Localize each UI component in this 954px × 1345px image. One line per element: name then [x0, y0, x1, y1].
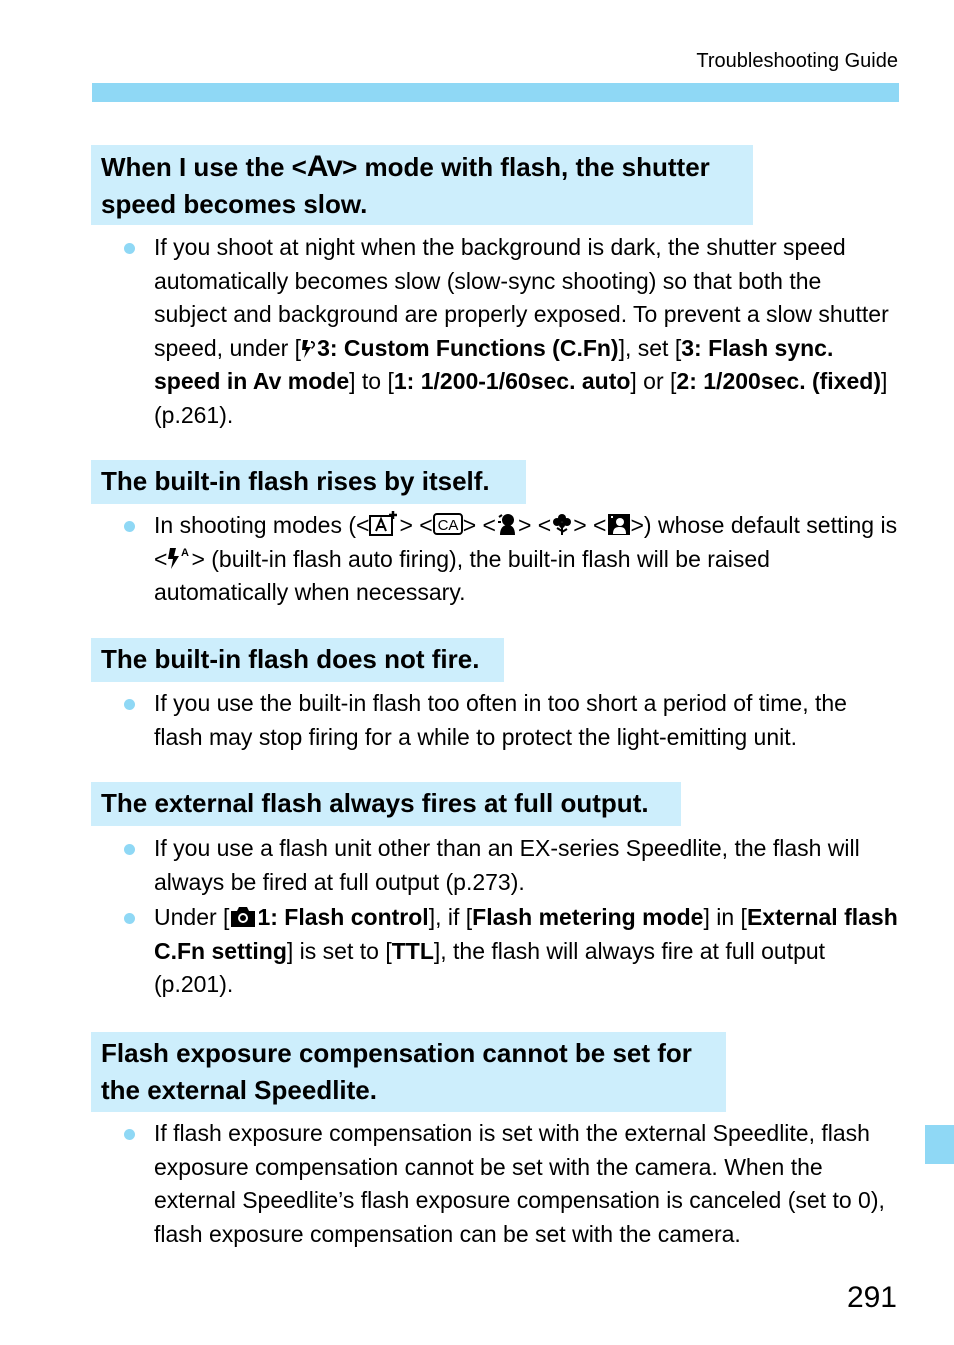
body-text: ] or [	[630, 368, 677, 395]
setting-value: 2: 1/200sec. (fixed)	[676, 368, 881, 395]
body-text: ], set [	[618, 334, 682, 361]
section-heading-external-full-output	[91, 782, 681, 826]
heading-text: When I use the <	[101, 152, 307, 182]
menu-item-name: 1: Flash control	[257, 904, 429, 931]
bullet-dot-icon	[124, 844, 135, 855]
body-text: In shooting modes (<	[154, 512, 370, 538]
camera-icon	[229, 906, 257, 928]
section-heading-flash-not-fire	[91, 638, 504, 682]
body-text: ], if [	[428, 904, 473, 931]
heading-line: speed becomes slow.	[101, 189, 368, 219]
setting-value: TTL	[391, 937, 434, 964]
body-text: > <	[517, 512, 552, 538]
body-text: If flash exposure compensation is set with the external Speedlite, flash exposure compensation cannot be set with the camera. When the external Speedlite’s flash exposure compensation is canceled (set to 0), flash exposure compensation can be set with the camera.	[154, 1120, 885, 1247]
heading-line: The external flash always fires at full output.	[101, 788, 649, 818]
heading-line: The built-in flash rises by itself.	[101, 466, 490, 496]
section-heading-flash-rises	[91, 460, 526, 504]
body-text: ], the flash will always fire at full output (p.201).	[154, 937, 826, 998]
flash-wrench-icon	[301, 339, 317, 359]
page-number: 291	[846, 1281, 897, 1314]
body-text: >) whose default setting is <	[154, 512, 898, 572]
body-text: ] (p.261).	[154, 368, 888, 428]
bullet-list	[123, 509, 898, 610]
list-item	[123, 687, 898, 754]
bullet-list	[123, 231, 898, 433]
list-item	[123, 832, 898, 899]
bullet-dot-icon	[124, 1129, 135, 1140]
svg-text:A: A	[181, 546, 190, 559]
heading-line: the external Speedlite.	[101, 1075, 377, 1105]
body-text: If you use the built-in flash too often in too short a period of time, the flash may stop firing for a while to protect the light-emitting unit.	[154, 690, 847, 750]
setting-name: 3: Flash sync. speed in Av mode	[154, 334, 834, 395]
section-heading-flash-exposure-comp	[91, 1032, 726, 1112]
body-text: > <	[573, 512, 607, 538]
setting-name: External flash C.Fn setting	[154, 904, 898, 964]
svg-text:CA: CA	[437, 517, 459, 534]
bullet-list	[123, 832, 898, 1002]
av-mode-label: Av	[306, 150, 343, 183]
portrait-icon	[496, 512, 518, 536]
body-text: If you use a flash unit other than an EX-series Speedlite, the flash will always be fired at full output (p.273).	[154, 835, 860, 895]
header-bar	[92, 83, 899, 102]
body-text: > <	[462, 512, 496, 538]
heading-text: > mode with flash, the shutter	[342, 152, 710, 182]
running-header: Troubleshooting Guide	[696, 50, 898, 72]
chapter-tab	[925, 1125, 954, 1164]
list-item	[123, 231, 898, 433]
body-text: Under [	[154, 904, 230, 931]
setting-name: Flash metering mode	[472, 904, 704, 931]
bullet-dot-icon	[124, 243, 135, 254]
bullet-dot-icon	[124, 913, 135, 924]
body-text: ] to [	[349, 368, 394, 395]
night-portrait-icon	[607, 512, 631, 536]
bullet-list	[123, 1117, 898, 1251]
creative-auto-icon	[433, 512, 463, 536]
bullet-dot-icon	[124, 699, 135, 710]
flash-auto-icon	[167, 546, 191, 570]
list-item	[123, 509, 898, 610]
setting-value: 1: 1/200-1/60sec. auto	[393, 368, 631, 395]
heading-line	[101, 148, 743, 186]
body-text: > <	[399, 512, 433, 538]
bullet-dot-icon	[124, 521, 135, 532]
heading-line: Flash exposure compensation cannot be set for	[101, 1038, 692, 1068]
list-item	[123, 1117, 898, 1251]
close-up-icon	[551, 512, 573, 536]
list-item	[123, 901, 898, 1002]
body-text: > (built-in flash auto firing), the built-in flash will be raised automatically when necessary.	[154, 545, 770, 606]
heading-line: The built-in flash does not fire.	[101, 644, 480, 674]
body-text: ] is set to [	[286, 937, 392, 964]
body-text: ] in [	[703, 904, 747, 931]
body-text: If you shoot at night when the background is dark, the shutter speed automatically becomes slow (slow-sync shooting) so that both the subject and background are properly exposed. To prevent a slow shutter speed, under [	[154, 234, 889, 361]
section-heading-av-slow-shutter	[91, 145, 753, 225]
menu-item-name: 3: Custom Functions (C.Fn)	[317, 334, 619, 361]
scene-intelligent-auto-icon	[369, 510, 399, 536]
bullet-list	[123, 687, 898, 754]
